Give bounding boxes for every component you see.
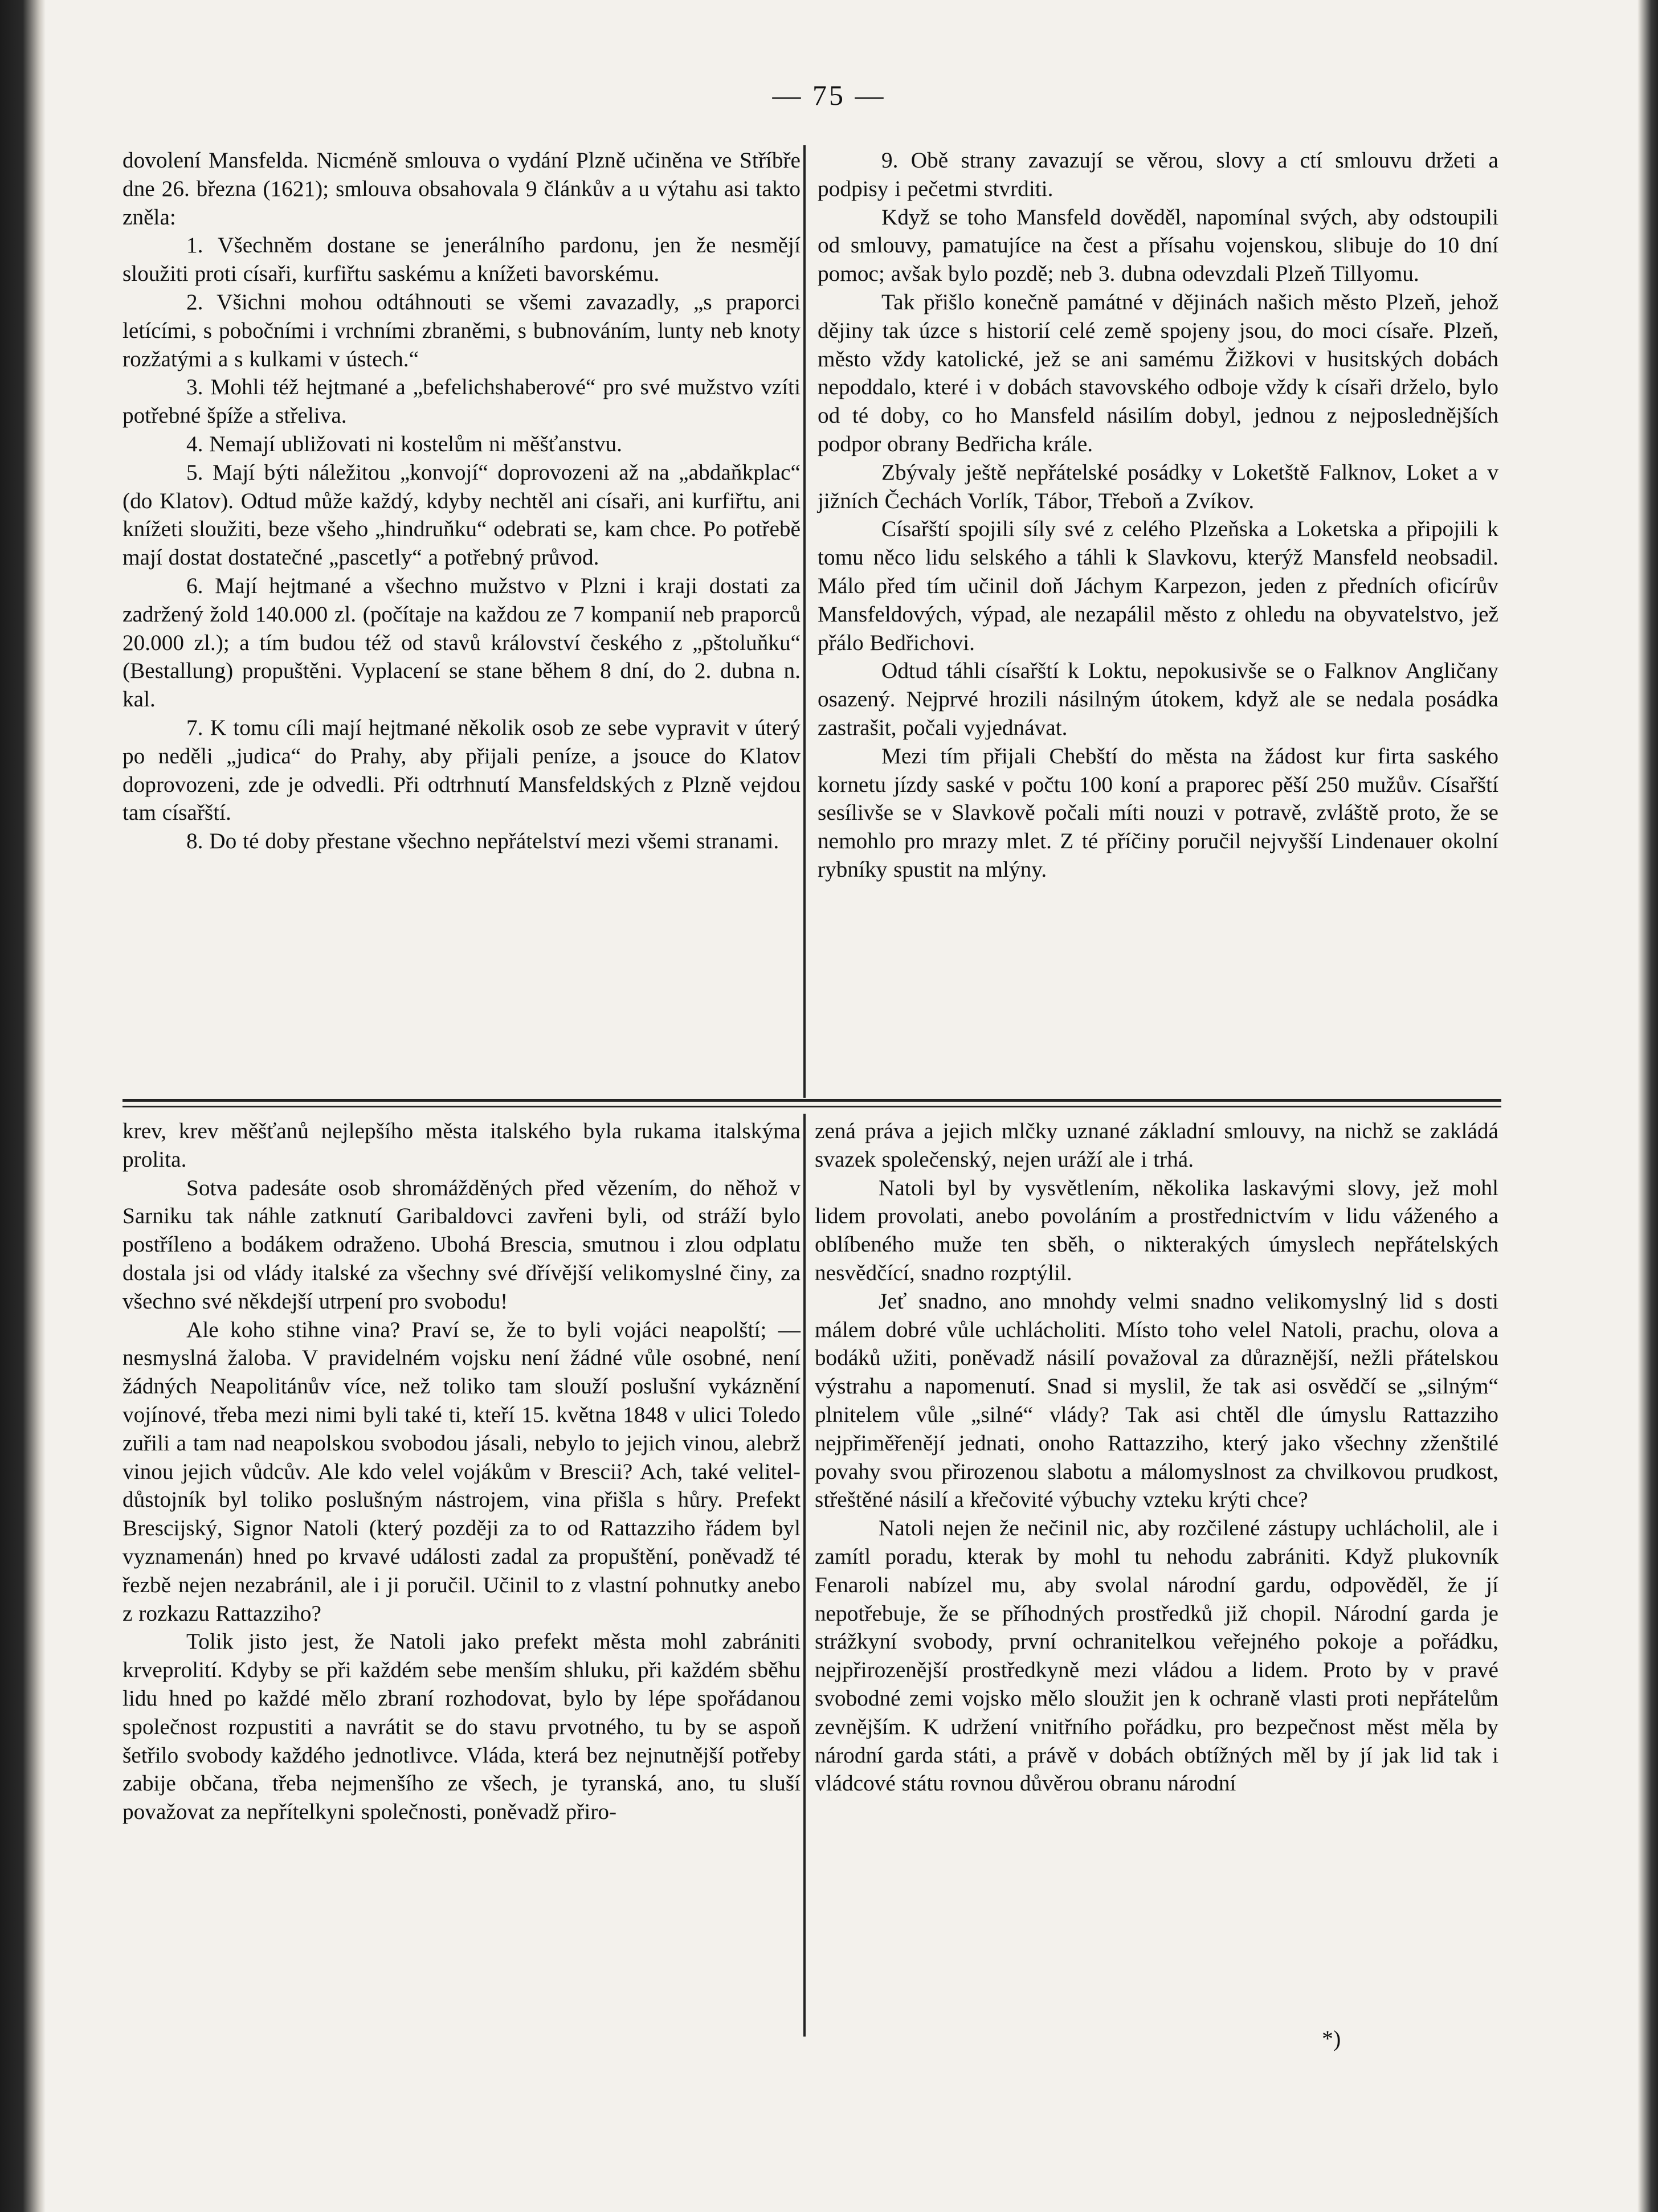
paragraph: 8. Do té doby přestane všechno nepřátelství mezi všemi stranami. [186, 828, 779, 854]
paragraph: 3. Mohli též hejtmané a „befelichshaberové“ pro své mužstvo vzíti potřebné špíže a střeliva. [122, 374, 801, 428]
paragraph: 7. K tomu cíli mají hejtmané několik osob ze sebe vypravit v úterý po neděli „judica“ do Prahy, aby přijali peníze, a jsouce do Klatov doprovozeni, zde je odvedli. Při odtrhnutí Mansfeldských z Plzně vejdou tam císařští. [122, 714, 801, 825]
paragraph: Císařští spojili síly své z celého Plzeňska a Loketska a připojili k tomu něco lidu selského a táhli k Slavkovu, kterýž Mansfeld neobsadil. Málo před tím učinil doň Jáchym Karpezon, jeden z předních oficírův Mansfeldových, výpad, ale nezapálil město z ohledu na obyvatelstvo, jež přálo Bedřichovi. [818, 516, 1498, 655]
paragraph: 4. Nemají ubližovati ni kostelům ni měšťanstvu. [186, 431, 622, 456]
paragraph: zená práva a jejich mlčky uznané základní smlouvy, na nichž se zakládá svazek společenský, nejen uráží ale i trhá. [815, 1118, 1498, 1172]
page-number: — 75 — [772, 79, 886, 111]
paragraph: Natoli nejen že nečinil nic, aby rozčilené zástupy uchlácholil, ale i zamítl poradu, kterak by mohl tu nehodu zabrániti. Když plukovník Fenaroli nabízel mu, aby svolal národní gardu, odpověděl, že jí nepotřebuje, že se příhodných prostředků již chopil. Národní garda je strážkyní svobody, první ochranitelkou veřejného pokoje a pořádku, nejpřirozenější prostředkyně mezi vládou a lidem. Proto by v pravé svobodné zemi vojsko mělo sloužit jen k ochraně vlasti proti nepřátelům zevnějším. K udržení vnitřního pořádku, pro bezpečnost měst měla by národní garda státi, a právě v dobách obtížných měl by jí jak lid tak i vládcové státu rovnou důvěrou obranu národní [815, 1515, 1498, 1796]
bottom-left-column [122, 1117, 801, 1826]
paragraph: Ale koho stihne vina? Praví se, že to byli vojáci neapolští; — nesmyslná žaloba. V pravidelném vojsku není žádné vůle osobné, není žádných Neapolitánův více, než toliko tam slouží poslušní vykáznění vojínové, třeba mezi nimi byli také ti, kteří 15. května 1848 v ulici Toledo zuřili a tam nad neapolskou svobodou jásali, nebylo to jejich vinou, alebrž vinou jejich vůdcův. Ale kdo velel vojákům v Brescii? Ach, také velitel-důstojník byl toliko poslušným nástrojem, vina přišla s hůry. Prefekt Brescijský, Signor Natoli (který později za to od Rattazziho řádem byl vyznamenán) hned po krvavé události zadal za propuštění, poněvadž té řezbě nejen nezabránil, ale i ji poručil. Učinil to z vlastní pohnutky anebo z rozkazu Rattazziho? [122, 1316, 801, 1626]
paragraph: Tak přišlo konečně památné v dějinách našich město Plzeň, jehož dějiny tak úzce s historií celé země spojeny jsou, do moci císaře. Plzeň, město vždy katolické, jež se ani samému Žižkovi v husitských dobách nepoddalo, které i v dobách stavovského odboje vždy k císaři drželo, bylo od té doby, co ho Mansfeld násilím dobyl, jednou z nejposlednějších podpor obrany Bedřicha krále. [818, 289, 1498, 456]
paragraph: dovolení Mansfelda. Nicméně smlouva o vydání Plzně učiněna ve Stříbře dne 26. března (1621); smlouva obsahovala 9 článkův a u výtahu asi takto zněla: [122, 148, 801, 230]
paragraph: 6. Mají hejtmané a všechno mužstvo v Plzni i kraji dostati za zadržený žold 140.000 zl. (počítaje na každou ze 7 kompanií neb praporců 20.000 zl.); a tím budou též od stavů království českého z „pštoluňku“ (Bestallung) propuštěni. Vyplacení se stane během 8 dní, do 2. dubna n. kal. [122, 573, 801, 712]
paragraph: 2. Všichni mohou odtáhnouti se všemi zavazadly, „s praporci letícími, s pobočními i vrchními zbraněmi, s bubnováním, lunty neb knoty rozžatými a s kulkami v ústech.“ [122, 289, 801, 371]
paragraph: Natoli byl by vysvětlením, několika laskavými slovy, jež mohl lidem provolati, anebo povoláním a prostřednictvím v lidu váženého a oblíbeného muže ten sběh, o nikterakých úmyslech nepřátelských nesvědčící, snadno rozptýlil. [815, 1175, 1498, 1285]
paragraph: 5. Mají býti náležitou „konvojí“ doprovozeni až na „abdaňkplac“ (do Klatov). Odtud může každý, kdyby nechtěl ani císaři, ani kurfiřtu, ani knížeti sloužiti, beze všeho „hindruňku“ odebrati se, kam chce. Po potřebě mají dostat dostatečné „pascetly“ a potřebný průvod. [122, 459, 801, 570]
paragraph: Jeť snadno, ano mnohdy velmi snadno velikomyslný lid s dosti málem dobré vůle uchlácholiti. Místo toho velel Natoli, prachu, olova a bodáků užiti, poněvadž násilí považoval za důraznější, nežli přátelskou výstrahu a napomenutí. Snad si myslil, že tak asi osvědčí se „silným“ plnitelem vůle „silné“ vlády? Tak asi chtěl dle úmyslu Rattazziho nejpřiměřenějí jednati, onoho Rattazziho, který jako všechny zženštilé povahy svou přirozenou slabotu a málomyslnost za chvilkovou prudkost, střeštěné násilí a křečovité výbuchy vzteku krýti chce? [815, 1288, 1498, 1512]
paragraph: krev, krev měšťanů nejlepšího města italského byla rukama italskýma prolita. [122, 1118, 801, 1172]
section-separator-thin [122, 1106, 1501, 1107]
top-left-column [122, 146, 801, 856]
scan-left-edge [0, 0, 46, 2212]
paragraph: Mezi tím přijali Chebští do města na žádost kur firta saského kornetu jízdy saské v počtu 100 koní a praporec pěší 250 mužův. Císařští sesílivše se v Slavkově počali míti nouzi v potravě, zvláště proto, že se nemohlo pro mrazy mlet. Z té příčiny poručil nejvyšší Lindenauer okolní rybníky spustit na mlýny. [818, 743, 1498, 882]
paragraph: 1. Všechněm dostane se jenerálního pardonu, jen že nesmějí sloužiti proti císaři, kurfiřtu saskému a knížeti bavorskému. [122, 232, 801, 287]
scan-right-edge [1637, 0, 1658, 2212]
paragraph: Když se toho Mansfeld dověděl, napomínal svých, aby odstoupili od smlouvy, pamatujíce na čest a přísahu vojenskou, slibuje do 10 dní pomoc; avšak bylo pozdě; neb 3. dubna odevzdali Plzeň Tillyomu. [818, 204, 1498, 287]
paragraph: Zbývaly ještě nepřátelské posádky v Loketště Falknov, Loket a v jižních Čechách Vorlík, Tábor, Třeboň a Zvíkov. [818, 459, 1498, 513]
paragraph: Tolik jisto jest, že Natoli jako prefekt města mohl zabrániti krveprolití. Kdyby se při každém sebe menším shluku, při každém sběhu lidu hned po každé mělo zbraní rozhodovat, bylo by lépe spořádanou společnost rozpustiti a navrátit se do stavu prvotného, tu by se aspoň šetřilo svobody každého jednotlivce. Vláda, která bez nejnutnější potřeby zabije občana, třeba nejmenšího ze všech, je tyranská, ano, tu sluší považovat za nepřítelkyni společnosti, poněvadž přiro- [122, 1629, 801, 1825]
column-divider-bottom [803, 1114, 806, 2037]
bottom-right-column [815, 1117, 1498, 1798]
paragraph: 9. Obě strany zavazují se věrou, slovy a ctí smlouvu držeti a podpisy i pečetmi stvrditi. [818, 148, 1498, 201]
top-right-column [818, 146, 1498, 884]
paragraph: Sotva padesáte osob shromážděných před vězením, do něhož v Sarniku tak náhle zatknutí Garibaldovci zavřeni byli, od stráží bylo postříleno a bodákem odraženo. Ubohá Brescia, smutnou i zlou odplatu dostala jsi od vlády italské za všechny své dřívější velikomyslné činy, za všechno své někdejší utrpení pro svobodu! [122, 1175, 801, 1314]
footnote-marker: *) [1322, 2026, 1341, 2051]
column-divider-top [803, 145, 806, 1098]
paragraph: Odtud táhli císařští k Loktu, nepokusivše se o Falknov Angličany osazený. Nejprvé hrozili násilným útokem, když ale se nedala posádka zastrašit, počali vyjednávat. [818, 658, 1498, 740]
section-separator [122, 1099, 1501, 1102]
